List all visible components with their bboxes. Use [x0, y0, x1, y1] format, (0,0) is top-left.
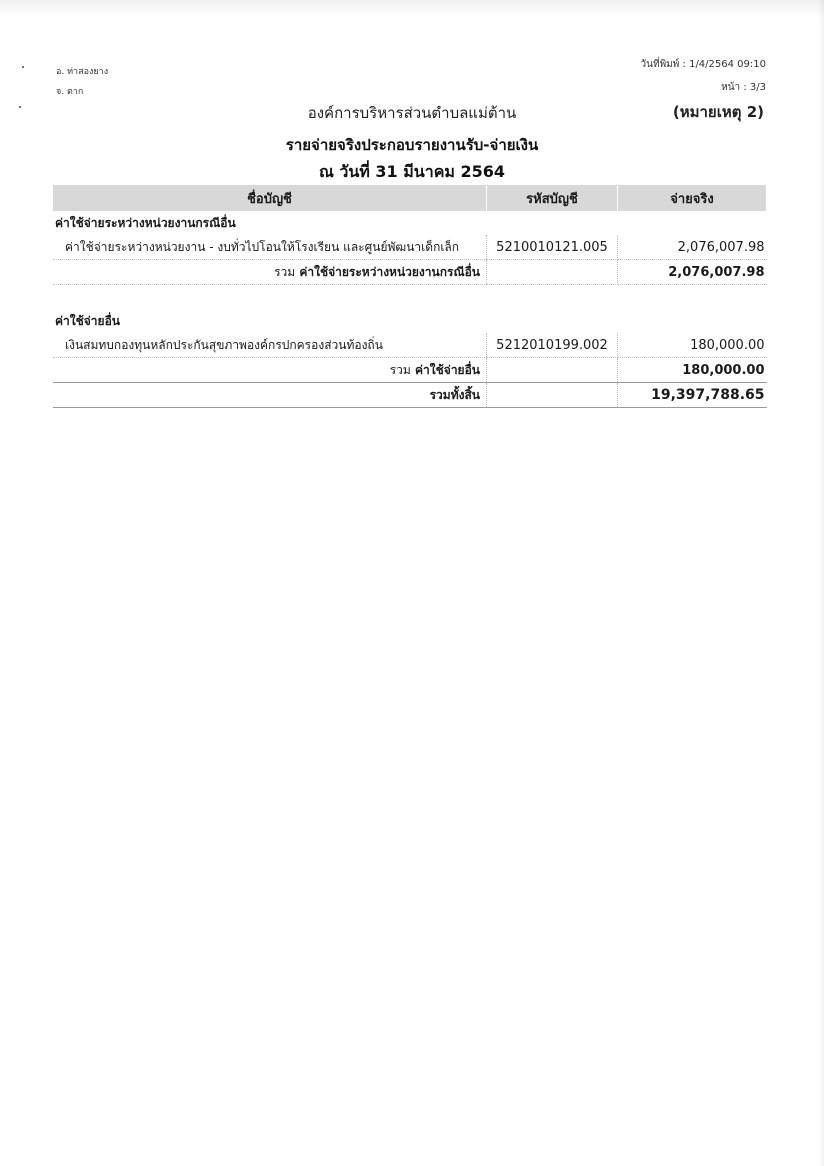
item-code: 5210010121.005	[487, 235, 618, 260]
print-date: วันที่พิมพ์ : 1/4/2564 09:10	[640, 59, 766, 70]
total-prefix: รวม	[389, 362, 411, 377]
page-number: หน้า : 3/3	[721, 82, 766, 93]
group-name: ค่าใช้จ่ายระหว่างหน่วยงานกรณีอื่น	[55, 215, 236, 230]
spacer-row	[53, 285, 767, 310]
group-total-amount: 180,000.00	[618, 358, 767, 383]
total-label-text: ค่าใช้จ่ายระหว่างหน่วยงานกรณีอื่น	[299, 264, 480, 279]
grand-total-amount: 19,397,788.65	[618, 383, 767, 408]
district-label: อ. ท่าสองยาง	[56, 67, 109, 77]
province-label: จ. ตาก	[56, 87, 84, 97]
group-name: ค่าใช้จ่ายอื่น	[55, 313, 120, 328]
item-name: เงินสมทบกองทุนหลักประกันสุขภาพองค์กรปกครองส่วนท้องถิ่น	[53, 333, 487, 358]
report-date: ณ วันที่ 31 มีนาคม 2564	[318, 162, 506, 181]
grand-total-label: รวมทั้งสิ้น	[53, 383, 487, 408]
organization-name: องค์การบริหารส่วนตำบลแม่ต้าน	[307, 104, 517, 122]
expenditure-table	[53, 185, 767, 408]
item-amount: 2,076,007.98	[618, 235, 767, 260]
column-header-account-code: รหัสบัญชี	[487, 185, 618, 211]
table-header-row	[53, 185, 767, 211]
group-total-row	[53, 260, 767, 285]
grand-total-code-cell	[487, 383, 618, 408]
table-row	[53, 235, 767, 260]
grand-total-row	[53, 383, 767, 408]
item-name: ค่าใช้จ่ายระหว่างหน่วยงาน - งบทั่วไปโอนให้โรงเรียน และศูนย์พัฒนาเด็กเล็ก	[53, 235, 487, 260]
group-total-code-cell	[487, 260, 618, 285]
group-row	[53, 309, 767, 333]
item-code: 5212010199.002	[487, 333, 618, 358]
scan-speck	[22, 66, 24, 68]
note-label: (หมายเหตุ 2)	[672, 103, 764, 121]
scan-shadow-top	[0, 0, 824, 18]
item-amount: 180,000.00	[618, 333, 767, 358]
group-row	[53, 211, 767, 235]
group-total-code-cell	[487, 358, 618, 383]
total-prefix: รวม	[274, 264, 296, 279]
group-total-row	[53, 358, 767, 383]
column-header-amount: จ่ายจริง	[618, 185, 767, 211]
report-title: รายจ่ายจริงประกอบรายงานรับ-จ่ายเงิน	[285, 136, 539, 154]
table-row	[53, 333, 767, 358]
column-header-account-name: ชื่อบัญชี	[53, 185, 487, 211]
group-total-label	[53, 358, 487, 383]
group-total-amount: 2,076,007.98	[618, 260, 767, 285]
total-label-text: ค่าใช้จ่ายอื่น	[415, 362, 480, 377]
group-total-label	[53, 260, 487, 285]
